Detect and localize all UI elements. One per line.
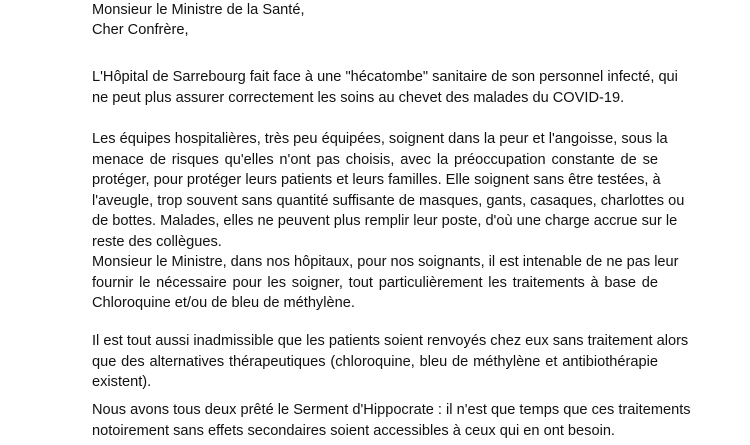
paragraph-line: Nous avons tous deux prêté le Serment d'Hippocrate : il n'est que temps que ces traitements bbox=[92, 402, 691, 418]
paragraph-line: l'aveugle, trop souvent sans quantité suffisante de masques, gants, casaques, charlottes ou bbox=[92, 192, 685, 209]
paragraph-4 bbox=[92, 331, 689, 393]
paragraph-line: L'Hôpital de Sarrebourg fait face à une "hécatombe" sanitaire de son personnel infecté, qui bbox=[92, 69, 678, 85]
paragraph-line: menace de risques qu'elles n'ont pas choisis, avec la préoccupation constante de se bbox=[92, 151, 658, 168]
salutation bbox=[92, 0, 305, 40]
paragraph-2 bbox=[92, 129, 685, 252]
paragraph-1 bbox=[92, 67, 678, 108]
paragraph-line: Chloroquine et/ou de bleu de méthylène. bbox=[92, 295, 355, 311]
paragraph-3 bbox=[92, 252, 679, 314]
paragraph-line: que des alternatives thérapeutiques (chloroquine, bleu de méthylène et antibiothérapie bbox=[92, 353, 658, 370]
paragraph-line: Les équipes hospitalières, très peu équipées, soignent dans la peur et l'angoisse, sous la bbox=[92, 131, 668, 147]
paragraph-line: fournir le nécessaire pour les soigner, tout particulièrement les traitements à base de bbox=[92, 274, 658, 291]
paragraph-line: de bottes. Malades, elles ne peuvent plus remplir leur poste, d'où une charge accrue sur le bbox=[92, 213, 678, 229]
addressee-line: Monsieur le Ministre de la Santé, bbox=[92, 2, 305, 18]
paragraph-line: Il est tout aussi inadmissible que les patients soient renvoyés chez eux sans traitement alors bbox=[92, 333, 689, 349]
greeting-line: Cher Confrère, bbox=[92, 22, 189, 38]
paragraph-line: existent). bbox=[92, 374, 152, 390]
paragraph-line: notoirement sans effets secondaires soient accessibles à ceux qui en ont besoin. bbox=[92, 422, 615, 439]
paragraph-5 bbox=[92, 400, 691, 441]
paragraph-line: ne peut plus assurer correctement les soins au chevet des malades du COVID-19. bbox=[92, 89, 625, 106]
paragraph-line: Monsieur le Ministre, dans nos hôpitaux, pour nos soignants, il est intenable de ne pas leur bbox=[92, 254, 679, 270]
paragraph-line: reste des collègues. bbox=[92, 233, 222, 250]
paragraph-line: protéger, pour protéger leurs patients et leurs familles. Elle soignent sans être testées, à bbox=[92, 172, 661, 188]
